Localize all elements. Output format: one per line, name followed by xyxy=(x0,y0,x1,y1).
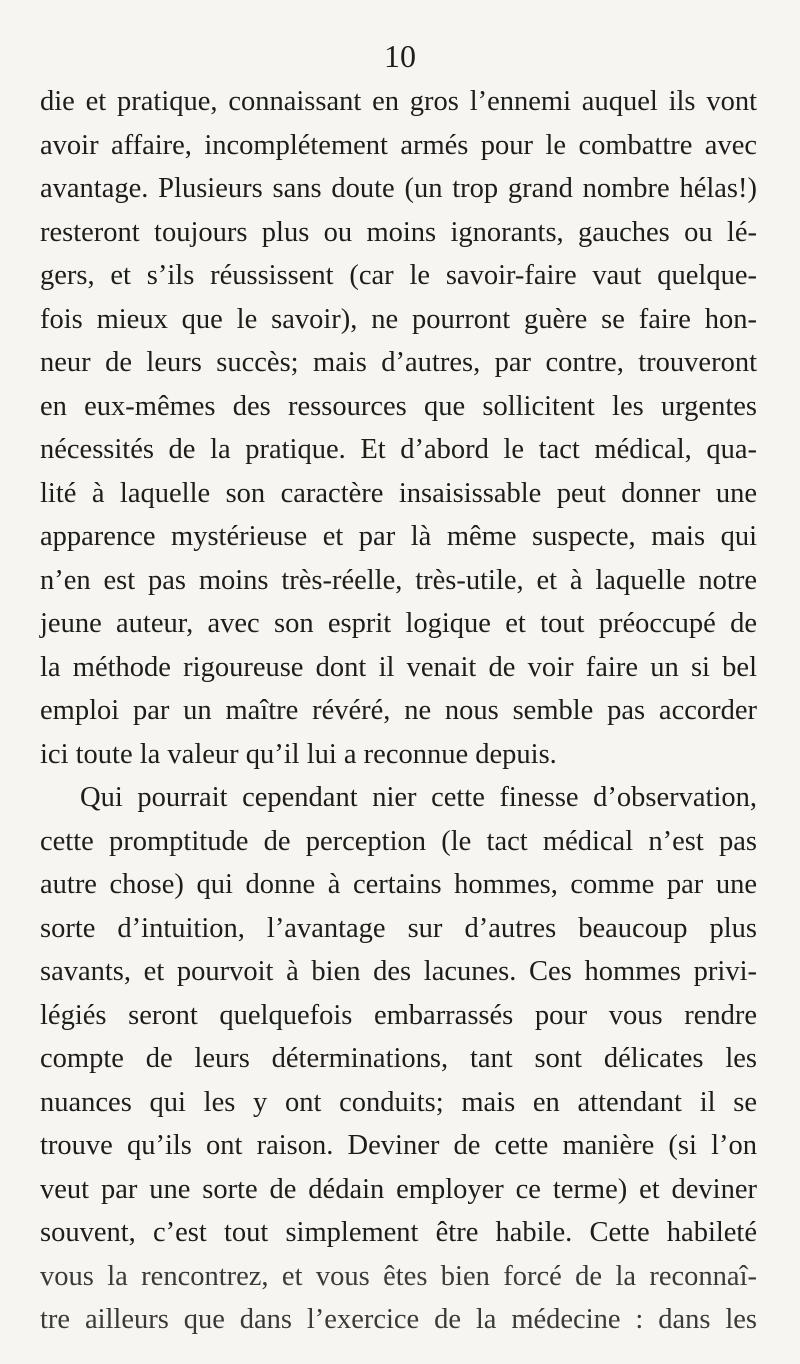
text-line: die et pratique, connaissant en gros l’ennemi auquel ils vont xyxy=(40,86,757,117)
text-line: avoir affaire, incomplétement armés pour le combattre avec xyxy=(40,129,757,161)
text-line: légiés seront quelquefois embarrassés pour vous rendre xyxy=(40,999,757,1031)
text-line: emploi par un maître révéré, ne nous semble pas accorder xyxy=(40,695,757,726)
text-line: apparence mystérieuse et par là même suspecte, mais qui xyxy=(40,521,757,552)
text-line: trouve qu’ils ont raison. Deviner de cette manière (si l’on xyxy=(40,1130,757,1161)
text-line: nécessités de la pratique. Et d’abord le tact médical, qua- xyxy=(40,434,757,465)
text-line: en eux-mêmes des ressources que sollicitent les urgentes xyxy=(40,390,757,422)
text-line: veut par une sorte de dédain employer ce terme) et deviner xyxy=(40,1173,757,1205)
text-line: nuances qui les y ont conduits; mais en attendant il se xyxy=(40,1086,757,1118)
text-line: la méthode rigoureuse dont il venait de voir faire un si bel xyxy=(40,651,757,683)
text-line: souvent, c’est tout simplement être habile. Cette habileté xyxy=(40,1217,757,1248)
body-text xyxy=(40,80,757,1342)
text-line: ici toute la valeur qu’il lui a reconnue depuis. xyxy=(40,738,557,770)
text-line: jeune auteur, avec son esprit logique et tout préoccupé de xyxy=(40,608,757,639)
text-line: autre chose) qui donne à certains hommes, comme par une xyxy=(40,869,757,900)
text-line: tre ailleurs que dans l’exercice de la médecine : dans les xyxy=(40,1304,757,1335)
text-line: avantage. Plusieurs sans doute (un trop grand nombre hélas!) xyxy=(40,173,757,204)
text-line: vous la rencontrez, et vous êtes bien forcé de la reconnaî- xyxy=(40,1260,757,1292)
text-line: cette promptitude de perception (le tact médical n’est pas xyxy=(40,825,757,857)
text-line: compte de leurs déterminations, tant sont délicates les xyxy=(40,1043,757,1074)
text-line: sorte d’intuition, l’avantage sur d’autres beaucoup plus xyxy=(40,912,757,944)
text-line: Qui pourrait cependant nier cette finesse d’observation, xyxy=(80,782,757,813)
text-line: gers, et s’ils réussissent (car le savoir-faire vaut quelque- xyxy=(40,260,757,291)
text-line: neur de leurs succès; mais d’autres, par contre, trouveront xyxy=(40,347,757,378)
text-line: lité à laquelle son caractère insaisissable peut donner une xyxy=(40,477,757,509)
page-number: 10 xyxy=(384,38,416,74)
text-line: savants, et pourvoit à bien des lacunes. Ces hommes privi- xyxy=(40,956,757,987)
text-line: n’en est pas moins très-réelle, très-utile, et à laquelle notre xyxy=(40,564,757,596)
text-line: fois mieux que le savoir), ne pourront guère se faire hon- xyxy=(40,303,757,335)
text-line: resteront toujours plus ou moins ignorants, gauches ou lé- xyxy=(40,216,757,248)
